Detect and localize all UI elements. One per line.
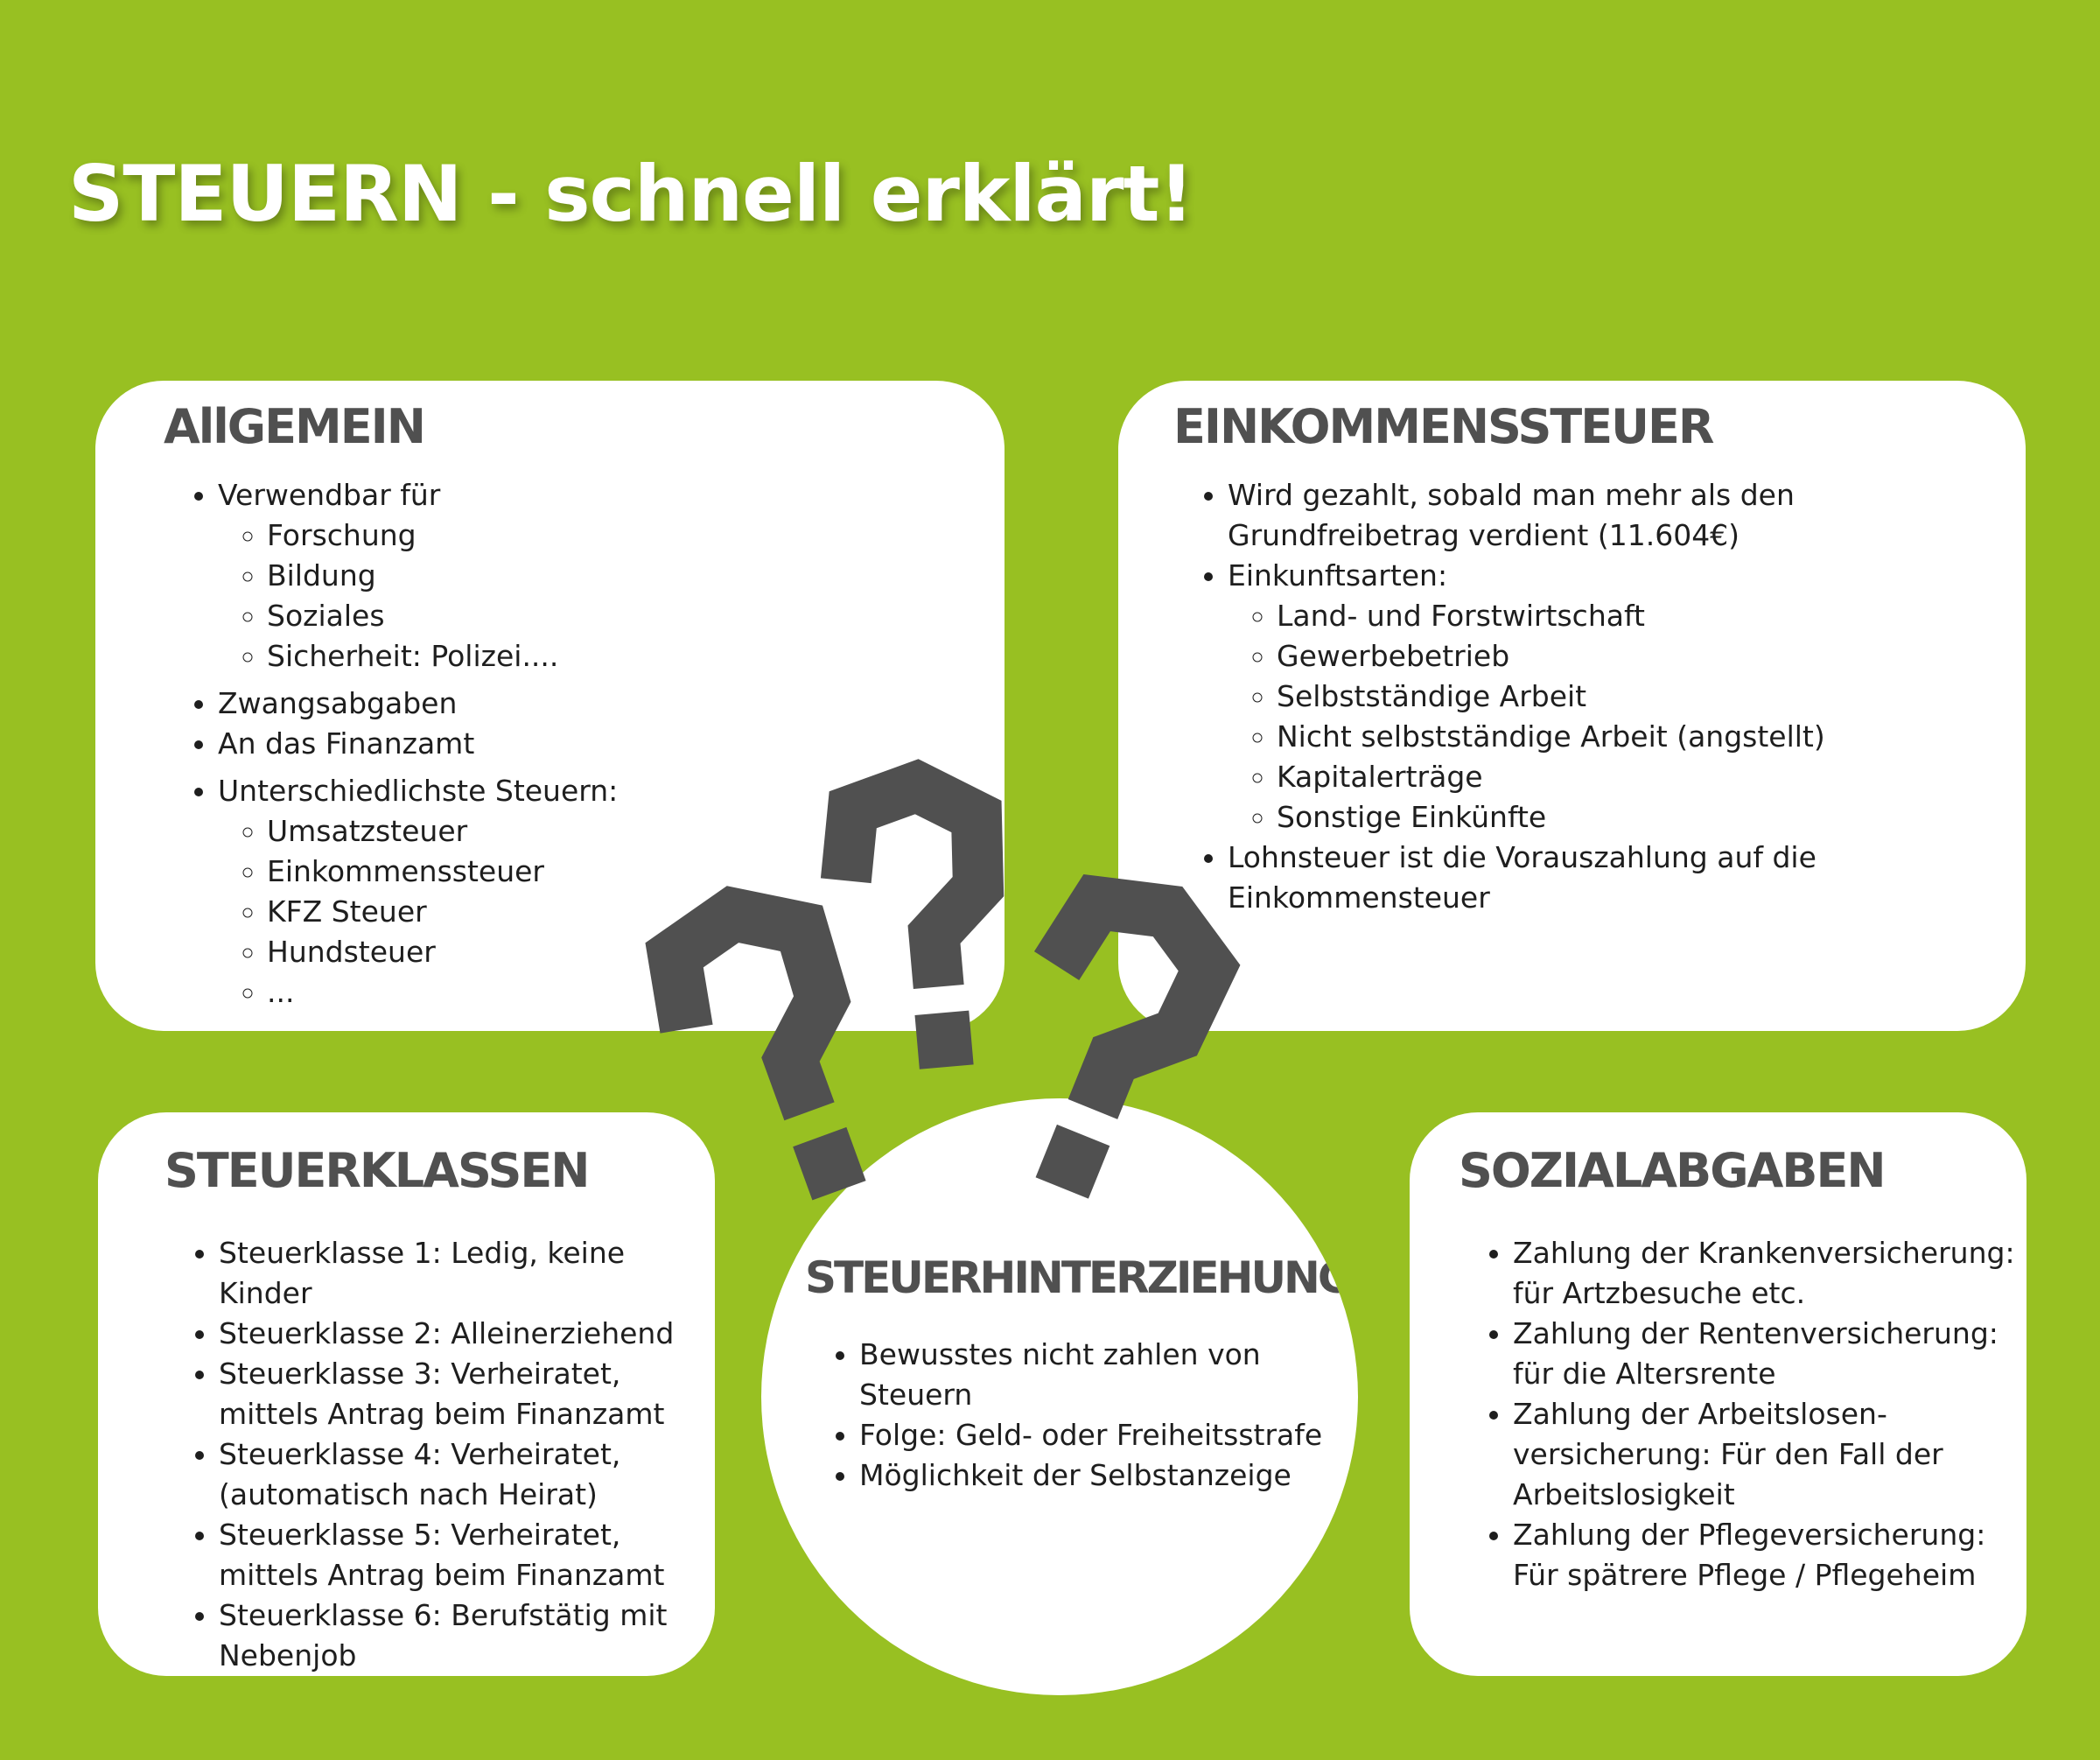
circle-steuerhinterziehung — [761, 1098, 1358, 1695]
sub-list-item: ◦ Hundsteuer — [267, 932, 1004, 972]
sub-list-item: ◦ Umsatzsteuer — [267, 811, 1004, 852]
card-heading: AllGEMEIN — [164, 399, 424, 454]
list-item — [218, 771, 1004, 1013]
card-heading: SOZIALABGABEN — [1459, 1143, 1885, 1198]
card-allgemein — [95, 381, 1004, 1031]
list-item: • Steuerklasse 1: Ledig, keine Kinder — [219, 1233, 715, 1314]
sub-list-item: ◦ Bildung — [267, 556, 1004, 596]
allgemein-list — [164, 475, 1004, 1013]
sub-list-item: ◦ Sicherheit: Polizei.... — [267, 636, 1004, 677]
list-item: • Zahlung der Pflegeversicherung: Für spätrere Pflege / Pflegeheim — [1513, 1515, 2026, 1595]
list-item: • Steuerklasse 2: Alleinerziehend — [219, 1314, 715, 1354]
card-einkommenssteuer — [1118, 381, 2026, 1031]
card-heading: STEUERKLASSEN — [164, 1143, 589, 1198]
sub-list-item: ◦ Kapitalerträge — [1277, 757, 2026, 797]
card-heading: STEUERHINTERZIEHUNG — [805, 1252, 1351, 1303]
sub-list-item: ◦ Selbstständige Arbeit — [1277, 677, 2026, 717]
list-item: • Wird gezahlt, sobald man mehr als den Grundfreibetrag verdient (11.604€) — [1228, 475, 2026, 556]
list-item — [218, 475, 1004, 677]
list-item: • Folge: Geld- oder Freiheitsstrafe — [859, 1415, 1358, 1455]
card-steuerklassen — [98, 1112, 715, 1676]
sub-list-item: ◦ Gewerbebetrieb — [1277, 636, 2026, 677]
list-item-label: Einkunftsarten: — [1228, 558, 1448, 593]
sub-list-item: ◦ Land- und Forstwirtschaft — [1277, 596, 2026, 636]
card-sozialabgaben — [1410, 1112, 2026, 1676]
sub-list-item: ◦ KFZ Steuer — [267, 892, 1004, 932]
sub-list-item: ◦ ... — [267, 972, 1004, 1013]
list-item-label: Unterschiedlichste Steuern: — [218, 774, 619, 808]
sub-list-item: ◦ Sonstige Einkünfte — [1277, 797, 2026, 838]
list-item: • Steuerklasse 6: Berufstätig mit Nebenjob — [219, 1595, 715, 1676]
sub-list — [1228, 596, 2026, 838]
sub-list — [218, 811, 1004, 1013]
sozialabgaben-list — [1459, 1233, 2026, 1595]
list-item-label: Verwendbar für — [218, 478, 441, 512]
list-item: • Steuerklasse 4: Verheiratet, (automatisch nach Heirat) — [219, 1434, 715, 1515]
list-item — [1228, 556, 2026, 838]
list-item: • Steuerklasse 5: Verheiratet, mittels Antrag beim Finanzamt — [219, 1515, 715, 1595]
sub-list-item: ◦ Nicht selbstständige Arbeit (angstellt) — [1277, 717, 2026, 757]
list-item: • Zahlung der Rentenversicherung: für die Altersrente — [1513, 1314, 2026, 1394]
list-item: • Bewusstes nicht zahlen von Steuern — [859, 1335, 1358, 1415]
steuerhinterziehung-list — [805, 1335, 1358, 1496]
list-item: • Zahlung der Arbeitslosen-versicherung: Für den Fall der Arbeitslosigkeit — [1513, 1394, 2026, 1515]
sub-list-item: ◦ Einkommenssteuer — [267, 852, 1004, 892]
sub-list-item: ◦ Forschung — [267, 515, 1004, 556]
list-item: • Zwangsabgaben — [218, 684, 1004, 724]
list-item: • Steuerklasse 3: Verheiratet, mittels Antrag beim Finanzamt — [219, 1354, 715, 1434]
sub-list — [218, 515, 1004, 677]
list-item: • Möglichkeit der Selbstanzeige — [859, 1455, 1358, 1496]
sub-list-item: ◦ Soziales — [267, 596, 1004, 636]
card-heading: EINKOMMENSSTEUER — [1173, 399, 1713, 454]
steuerklassen-list — [164, 1233, 715, 1676]
page-title: STEUERN - schnell erklärt! — [68, 149, 1194, 239]
einkommenssteuer-list — [1173, 475, 2026, 918]
list-item: • Zahlung der Krankenversicherung: für Artzbesuche etc. — [1513, 1233, 2026, 1314]
list-item: • An das Finanzamt — [218, 724, 1004, 764]
list-item: • Lohnsteuer ist die Vorauszahlung auf die Einkommensteuer — [1228, 838, 2026, 918]
